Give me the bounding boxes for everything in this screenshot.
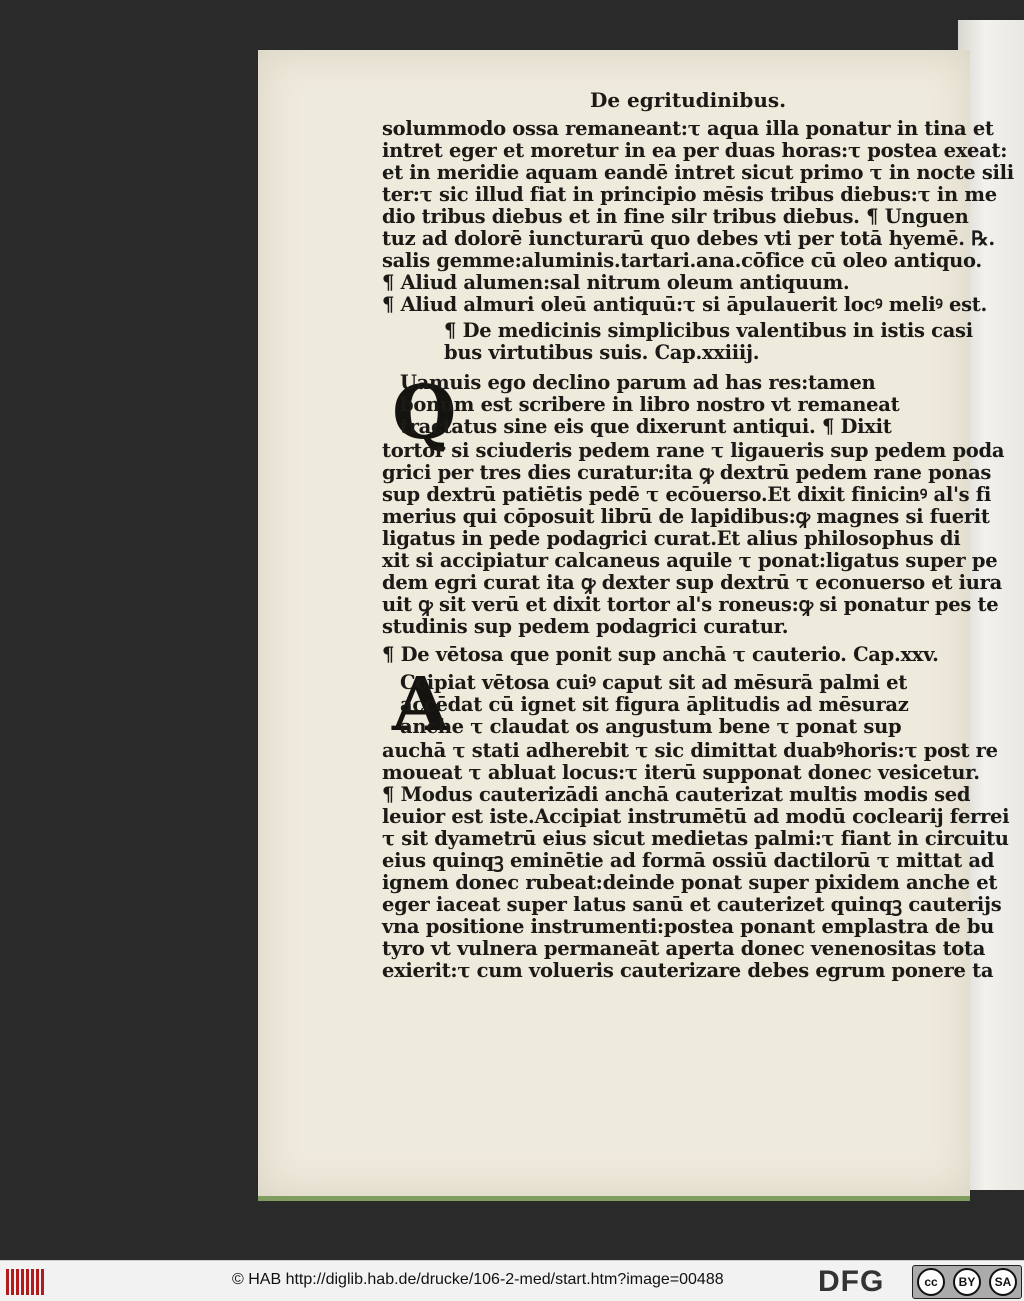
text-line: leuior est iste.Accipiat instrumētū ad modū coclearij ferrei <box>382 805 1010 828</box>
text-line: auchā τ stati adherebit τ sic dimittat duabꝰhoris:τ post re <box>382 739 998 762</box>
text-line: sup dextrū patiētis pedē τ ecōuerso.Et dixit finicinꝰ al's fi <box>382 483 992 506</box>
text-line: tractatus sine eis que dixerunt antiqui. ¶ Dixit <box>400 415 892 438</box>
text-line: tortor si sciuderis pedem rane τ ligaueris sup pedem poda <box>382 439 1005 462</box>
text-line: ¶ Modus cauterizādi anchā cauterizat multis modis sed <box>382 783 971 806</box>
text-line: anche τ claudat os angustum bene τ ponat sup <box>400 715 902 738</box>
text-line: ¶ Aliud almuri oleū antiquū:τ si āpulauerit locꝰ meliꝰ est. <box>382 293 988 316</box>
sa-icon: SA <box>989 1268 1017 1296</box>
text-line: moueat τ abluat locus:τ iterū supponat donec vesicetur. <box>382 761 980 784</box>
copyright-link[interactable]: © HAB http://diglib.hab.de/drucke/106-2-med/start.htm?image=00488 <box>232 1271 724 1288</box>
text-line: et in meridie aquam eandē intret sicut primo τ in nocte sili <box>382 161 1014 184</box>
text-line: tuz ad dolorē iuncturarū quo debes vti per totā hyemē. ℞. <box>382 227 995 250</box>
text-line: vna positione instrumenti:postea ponant emplastra de bu <box>382 915 995 938</box>
text-line: studinis sup pedem podagrici curatur. <box>382 615 789 638</box>
text-line: τ sit dyametrū eius sicut medietas palmi:τ fiant in circuitu <box>382 827 1009 850</box>
chapter-heading: ¶ De vētosa que ponit sup anchā τ cauterio. Cap.xxv. <box>382 643 939 666</box>
text-line: dem egri curat ita ꝙ dexter sup dextrū τ econuerso et iura <box>382 571 1002 594</box>
text-line: exierit:τ cum volueris cauterizare debes egrum ponere ta <box>382 959 994 982</box>
text-line: ter:τ sic illud fiat in principio mēsis tribus diebus:τ in me <box>382 183 997 206</box>
by-icon: BY <box>953 1268 981 1296</box>
text-line: ignem donec rubeat:deinde ponat super pixidem anche et <box>382 871 998 894</box>
dfg-logo[interactable]: DFG <box>818 1265 885 1298</box>
text-line: ligatus in pede podagrici curat.Et alius philosophus di <box>382 527 961 550</box>
text-line: eius quinqꝫ eminētie ad formā ossiū dactilorū τ mittat ad <box>382 849 995 872</box>
text-line: dio tribus diebus et in fine silr tribus diebus. ¶ Unguen <box>382 205 969 228</box>
chapter-heading: bus virtutibus suis. Cap.xxiiij. <box>444 341 760 364</box>
text-line: uit ꝙ sit verū et dixit tortor al's roneus:ꝙ si ponatur pes te <box>382 593 999 616</box>
cc-license-badge[interactable] <box>912 1265 1022 1299</box>
cc-icon: cc <box>917 1268 945 1296</box>
text-line: Uamuis ego declino parum ad has res:tamen <box>400 371 876 394</box>
text-line: merius qui cōposuit librū de lapidibus:ꝙ magnes si fuerit <box>382 505 990 528</box>
text-line: intret eger et moretur in ea per duas horas:τ postea exeat: <box>382 139 1008 162</box>
text-line: accēdat cū ignet sit figura āplitudis ad mēsuraz <box>400 693 909 716</box>
text-line: eger iaceat super latus sanū et cauterizet quinqꝫ cauterijs <box>382 893 1002 916</box>
barcode-icon <box>6 1269 46 1295</box>
text-line: Ccipiat vētosa cuiꝰ caput sit ad mēsurā palmi et <box>400 671 907 694</box>
text-line: ¶ Aliud alumen:sal nitrum oleum antiquum. <box>382 271 850 294</box>
text-line: xit si accipiatur calcaneus aquile τ ponat:ligatus super pe <box>382 549 998 572</box>
text-line: bonum est scribere in libro nostro vt remaneat <box>400 393 900 416</box>
decorated-initial-a: A <box>392 662 450 748</box>
text-line: grici per tres dies curatur:ita ꝙ dextrū pedem rane ponas <box>382 461 992 484</box>
text-line: salis gemme:aluminis.tartari.ana.cōfice cū oleo antiquo. <box>382 249 982 272</box>
viewer-footer <box>0 1260 1024 1301</box>
text-line: solummodo ossa remaneant:τ aqua illa ponatur in tina et <box>382 117 994 140</box>
running-head: De egritudinibus. <box>590 88 787 112</box>
decorated-initial-q: Q <box>392 370 457 456</box>
text-line: tyro vt vulnera permaneāt aperta donec venenositas tota <box>382 937 986 960</box>
chapter-heading: ¶ De medicinis simplicibus valentibus in istis casi <box>444 319 973 342</box>
